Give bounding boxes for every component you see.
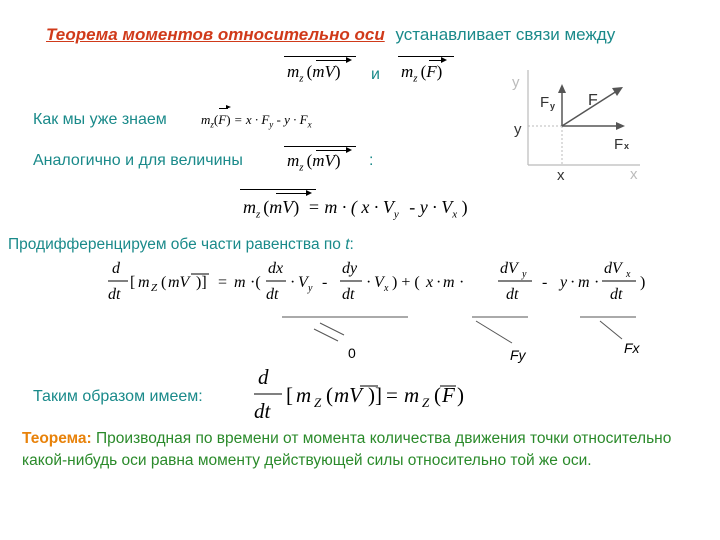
formula-symbol: F [426, 62, 437, 81]
svg-text:·: · [290, 274, 296, 291]
differentiate-label [8, 236, 354, 254]
formula-symbol: mV [312, 62, 335, 81]
formula-sub: y [393, 208, 399, 221]
and-word: и [371, 66, 380, 83]
theorem-label: Теорема: [22, 430, 92, 447]
svg-text:dy: dy [342, 260, 358, 277]
svg-text:V: V [374, 274, 384, 291]
formula-mz-mv: $m_z$ (mV) [287, 62, 341, 85]
svg-text:mV: mV [334, 383, 362, 407]
formula-part: - y · F [276, 112, 308, 127]
vector-arrow-line [276, 193, 308, 194]
svg-text:Z: Z [422, 395, 430, 410]
svg-text:)]: )] [196, 274, 207, 291]
fy-label: F [540, 94, 550, 111]
fx-annotation: Fx [624, 340, 640, 356]
svg-text:m: m [578, 274, 590, 291]
svg-text:y: y [522, 269, 527, 280]
formula-symbol: F [218, 112, 227, 127]
label-text: Продифференцируем обе части равенства по [8, 236, 341, 253]
svg-text:dV: dV [500, 260, 518, 277]
svg-text:(: ( [161, 274, 167, 291]
svg-text:=: = [218, 274, 228, 291]
x-axis-label: x [630, 166, 638, 183]
formula-symbol: m [287, 151, 300, 170]
formula-mz-mv-expansion: $m_z$ (mV) = m · ( $x \cdot V_y - y \cdot V_x$ ) [243, 197, 468, 221]
similarly-label: Аналогично и для величины [33, 152, 243, 169]
vector-arrow-line [316, 150, 348, 151]
svg-text:·: · [594, 274, 600, 291]
svg-text:)]: )] [368, 383, 382, 407]
eq-dt: dt [108, 286, 121, 303]
formula-mz-mv-inline: $m_z$ (mV) [287, 151, 341, 174]
formula-symbol: m [401, 62, 414, 81]
x-mark: x [557, 167, 565, 184]
svg-text:V: V [298, 274, 308, 291]
vector-arrow-head [306, 190, 312, 196]
formula-sub: z [299, 161, 304, 174]
svg-text:·: · [459, 274, 465, 291]
svg-text:[: [ [130, 274, 136, 291]
svg-text:(: ( [434, 383, 441, 407]
svg-text:m: m [234, 274, 246, 291]
fx-sub: x [624, 141, 630, 151]
svg-text:): ) [457, 383, 464, 407]
formula-symbol: mV [312, 151, 335, 170]
formula-symbol: m [287, 62, 300, 81]
formula-sub: y [269, 119, 274, 130]
svg-text:dt: dt [266, 286, 279, 303]
svg-text:dt: dt [342, 286, 355, 303]
svg-text:x: x [426, 274, 434, 291]
eq-d: d [112, 260, 120, 277]
svg-text:dt: dt [506, 286, 519, 303]
colon: : [369, 152, 374, 169]
svg-text:x: x [626, 269, 631, 280]
svg-text:dt: dt [254, 399, 271, 423]
formula-symbol: m [201, 112, 211, 127]
svg-text:y: y [308, 283, 313, 294]
svg-text:-: - [542, 274, 548, 291]
fx-arrowhead [616, 122, 625, 130]
formula-part: = m · ( x · V [307, 197, 394, 217]
fy-annotation: Fy [510, 347, 526, 363]
svg-text:·: · [436, 274, 442, 291]
theorem-block [22, 428, 712, 472]
svg-text:m: m [404, 383, 420, 407]
svg-text:dx: dx [268, 260, 284, 277]
theorem-title: Теорема моментов относительно оси [46, 25, 385, 44]
svg-text:Z: Z [314, 395, 322, 410]
formula-part: - y · V [409, 197, 453, 217]
label-colon: : [349, 236, 354, 253]
fy-arrowhead [558, 84, 566, 93]
svg-text:): ) [640, 274, 646, 291]
svg-text:m: m [138, 274, 150, 291]
known-label: Как мы уже знаем [33, 111, 167, 128]
svg-text:m: m [443, 274, 455, 291]
vector-arrow-head [346, 147, 352, 153]
formula-part: = x · F [233, 112, 270, 127]
label-var: t [345, 236, 350, 253]
svg-text:·: · [570, 274, 576, 291]
fy-sub: y [550, 101, 556, 111]
y-mark: y [514, 121, 522, 138]
svg-text:y: y [560, 274, 568, 291]
svg-text:x: x [384, 283, 389, 294]
overline [240, 189, 316, 190]
fx-label: F [614, 136, 624, 153]
svg-text:dV: dV [604, 260, 622, 277]
f-arrowhead [612, 87, 623, 96]
formula-symbol: mV [269, 197, 294, 217]
force-diagram [500, 65, 650, 185]
svg-text:[: [ [286, 383, 293, 407]
svg-text:F: F [442, 383, 455, 407]
formula-sub: z [256, 208, 261, 221]
derivative-equation [100, 255, 660, 365]
f-label: F [588, 92, 598, 109]
formula-sub: z [210, 119, 214, 130]
formula-part: ) [461, 197, 468, 217]
svg-text:dt: dt [610, 286, 623, 303]
svg-text:d: d [258, 365, 269, 389]
theorem-text: Производная по времени от момента количества движения точки относительно какой-нибудь оси равна моменту действующей силы относительно той же оси. [22, 430, 672, 469]
formula-sub: z [413, 72, 418, 85]
svg-text:mV: mV [168, 274, 190, 291]
vector-arrow-head [441, 57, 447, 63]
svg-text:m: m [296, 383, 312, 407]
formula-sub: x [307, 119, 312, 130]
formula-symbol: m [243, 197, 256, 217]
header-line [46, 25, 615, 45]
formula-sub: x [452, 208, 458, 221]
svg-text:·(: ·( [250, 274, 261, 291]
header-rest: устанавливает связи между [395, 25, 616, 44]
svg-text:Z: Z [151, 282, 158, 294]
svg-text:-: - [322, 274, 328, 291]
svg-text:·: · [366, 274, 372, 291]
y-axis-label: y [512, 74, 520, 91]
svg-text:) + (: ) + ( [392, 274, 420, 291]
vector-arrow-head [346, 57, 352, 63]
formula-mz-f: $m_z$ (F) [401, 62, 443, 85]
formula-mz-f-expansion: $m_z(F) = x \cdot F_y - y \cdot F_x$ [201, 112, 312, 130]
zero-annotation: 0 [348, 345, 356, 361]
vector-arrow-line [316, 60, 348, 61]
thus-label: Таким образом имеем: [33, 388, 203, 405]
svg-text:=: = [386, 383, 398, 407]
vector-arrow-head [226, 105, 231, 109]
formula-sub: z [299, 72, 304, 85]
result-equation [250, 364, 480, 428]
svg-text:(: ( [326, 383, 333, 407]
